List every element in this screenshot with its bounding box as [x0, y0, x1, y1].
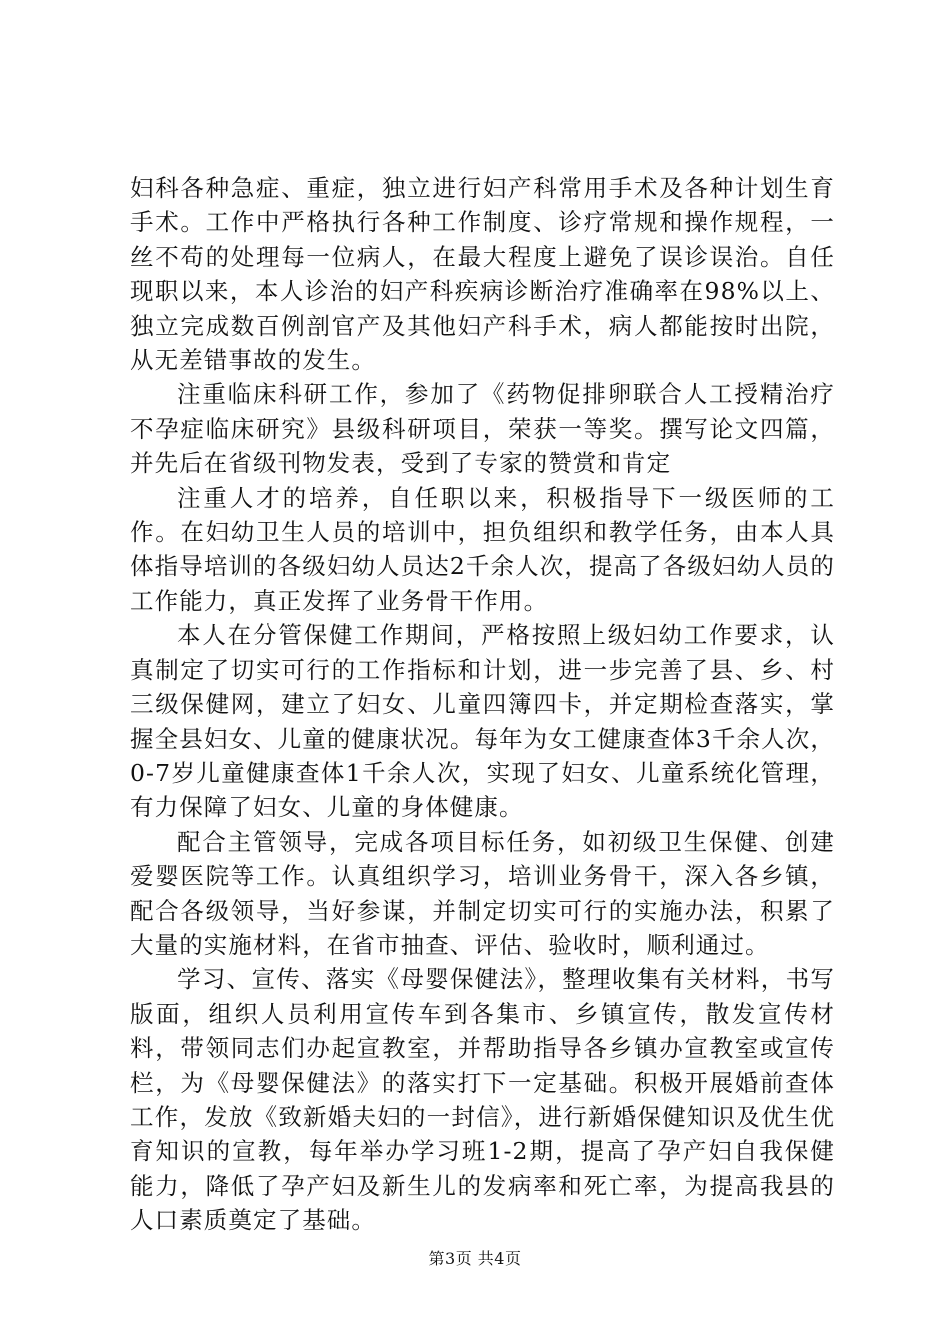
paragraph-continuation: 妇科各种急症、重症，独立进行妇产科常用手术及各种计划生育手术。工作中严格执行各种工作制度、诊疗常规和操作规程，一丝不苟的处理每一位病人，在最大程度上避免了误诊误治。自任现职以来，本人诊治的妇产科疾病诊断治疗准确率在98%以上、独立完成数百例剖官产及其他妇产科手术，病人都能按时出院，从无差错事故的发生。 — [130, 174, 835, 375]
paragraph-research: 注重临床科研工作，参加了《药物促排卵联合人工授精治疗不孕症临床研究》县级科研项目，荣获一等奖。撰写论文四篇，并先后在省级刊物发表，受到了专家的赞赏和肯定 — [130, 380, 835, 478]
paragraph-maternal-law: 学习、宣传、落实《母婴保健法》，整理收集有关材料，书写版面，组织人员利用宣传车到各集市、乡镇宣传，散发宣传材料，带领同志们办起宣教室，并帮助指导各乡镇办宣教室或宣传栏，为《母婴保健法》的落实打下一定基础。积极开展婚前查体工作，发放《致新婚夫妇的一封信》，进行新婚保健知识及优生优育知识的宣教，每年举办学习班1-2期，提高了孕产妇自我保健能力，降低了孕产妇及新生儿的发病率和死亡率，为提高我县的人口素质奠定了基础。 — [130, 965, 835, 1235]
paragraph-health-care: 本人在分管保健工作期间，严格按照上级妇幼工作要求，认真制定了切实可行的工作指标和计划，进一步完善了县、乡、村三级保健网，建立了妇女、儿童四簿四卡，并定期检查落实，掌握全县妇女、儿童的健康状况。每年为女工健康查体3千余人次，0-7岁儿童健康查体1千余人次，实现了妇女、儿童系统化管理，有力保障了妇女、儿童的身体健康。 — [130, 621, 835, 822]
page-number-footer: 第3页 共4页 — [428, 1249, 522, 1268]
document-body — [130, 171, 835, 1238]
paragraph-training: 注重人才的培养，自任职以来，积极指导下一级医师的工作。在妇幼卫生人员的培训中，担负组织和教学任务，由本人具体指导培训的各级妇幼人员达2千余人次，提高了各级妇幼人员的工作能力，真正发挥了业务骨干作用。 — [130, 483, 835, 615]
paragraph-cooperation: 配合主管领导，完成各项目标任务，如初级卫生保健、创建爱婴医院等工作。认真组织学习，培训业务骨干，深入各乡镇，配合各级领导，当好参谋，并制定切实可行的实施办法，积累了大量的实施材料，在省市抽查、评估、验收时，顺利通过。 — [130, 827, 835, 959]
